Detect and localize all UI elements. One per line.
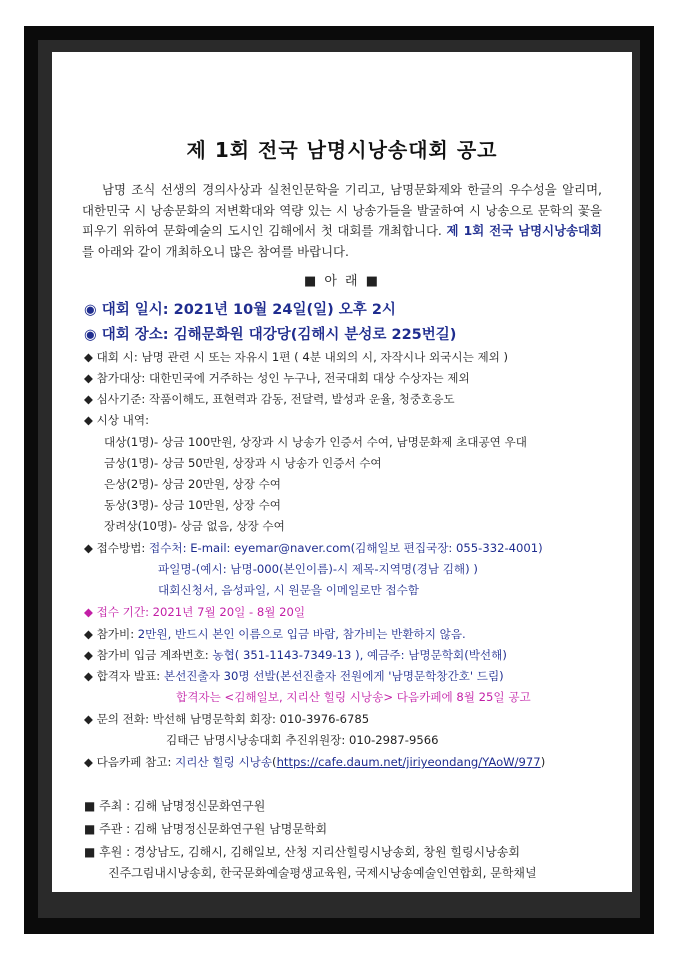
sponsor-line2: 진주그림내시낭송회, 한국문화예술평생교육원, 국제시낭송예술인연합회, 문학채널 [108,866,537,880]
contact-line1: 박선해 남명문학회 회장: 010-3976-6785 [152,712,370,726]
account-label: ◆ 참가비 입금 계좌번호: [84,648,213,662]
submission-note: 대회신청서, 음성파일, 시 원문을 이메일로만 접수함 [158,583,419,597]
submission-email: 접수처: E-mail: eyemar@naver.com(김해일보 편집국장: 055-332-4001) [149,541,543,555]
organizer-org: ■ 주관 : 김해 남명정신문화연구원 남명문학회 [84,822,328,836]
document-title: 제 1회 전국 남명시낭송대회 공고 [186,138,498,162]
contact-phone [84,711,369,727]
eligibility: ◆ 참가대상: 대한민국에 거주하는 성인 누구나, 전국대회 대상 수상자는 제외 [84,371,470,385]
award-grand: 대상(1명)- 상금 100만원, 상장과 시 낭송가 인증서 수여, 남명문화제 초대공연 우대 [104,435,527,449]
submission-filename: 파일명-(예시: 남명-000(본인이름)-시 제목-지역명(경남 김해) ) [158,562,478,576]
results-announcement [84,668,504,684]
document-page [52,52,632,892]
intro-paragraph [82,180,602,262]
account-text: 농협( 351-1143-7349-13 ), 예금주: 남명문학회(박선해) [212,648,507,662]
announce-label: ◆ 합격자 발표: [84,669,164,683]
event-date: ◉ 대회 일시: 2021년 10월 24일(일) 오후 2시 [84,302,396,318]
cafe-reference: ◆ 다음카페 참고: 지리산 힐링 시낭송(https://cafe.daum.net/jiriyeondang/YAoW/977) [84,755,546,769]
contact-label: ◆ 문의 전화: [84,712,153,726]
sponsor-line1: ■ 후원 : 경상남도, 김해시, 김해일보, 산청 지리산힐링시낭송회, 창원 힐링시낭송회 [84,845,520,859]
contact-line2: 김태근 남명시낭송대회 추진위원장: 010-2987-9566 [166,733,439,747]
section-divider-heading: ■ 아 래 ■ [303,274,381,289]
award-encouragement: 장려상(10명)- 상금 없음, 상장 수여 [104,519,285,533]
award-silver: 은상(2명)- 상금 20만원, 상장 수여 [104,477,281,491]
cafe-name: 지리산 힐링 시낭송 [175,755,273,769]
submission-label: ◆ 접수방법: [84,541,149,555]
announce-notice: 합격자는 <김해일보, 지리산 힐링 시낭송> 다음카페에 8월 25일 공고 [176,690,531,704]
fee-label: ◆ 참가비: [84,627,138,641]
announce-text: 본선진출자 30명 선발(본선진출자 전원에게 '남명문학창간호' 드림) [163,669,504,683]
entry-fee [84,626,466,642]
bank-account [84,647,507,663]
event-place: ◉ 대회 장소: 김해문화원 대강당(김해시 분성로 225번길) [84,327,457,343]
intro-text: 남명 조식 선생의 경의사상과 실천인문학을 기리고, 남명문화제와 한글의 우수성을 알리며, 대한민국 시 낭송문화의 저변확대와 역량 있는 시 낭송가들을 발굴하여 시 낭송으로 문학의 꽃을 피우기 위하여 문화예술의 도시인 김해에서 첫 대회를 개최합니다. [82,182,602,238]
intro-text-end: 를 아래와 같이 개최하오니 많은 참여를 바랍니다. [82,243,349,259]
intro-highlight: 제 1회 전국 남명시낭송대회 [446,223,602,238]
submission-period: ◆ 접수 기간: 2021년 7월 20일 - 8월 20일 [84,605,306,619]
cafe-link[interactable]: https://cafe.daum.net/jiriyeondang/YAoW/977 [276,755,541,769]
award-bronze: 동상(3명)- 상금 10만원, 상장 수여 [104,498,281,512]
award-gold: 금상(1명)- 상금 50만원, 상장과 시 낭송가 인증서 수여 [104,456,382,470]
cafe-label: ◆ 다음카페 참고: [84,755,176,769]
host-org: ■ 주최 : 김해 남명정신문화연구원 [84,799,266,813]
fee-text: 2만원, 반드시 본인 이름으로 입금 바람, 참가비는 반환하지 않음. [137,627,466,641]
awards-title: ◆ 시상 내역: [84,413,149,427]
submission-method [84,540,543,556]
poem-rule: ◆ 대회 시: 남명 관련 시 또는 자유시 1편 ( 4분 내외의 시, 자작시나 외국시는 제외 ) [84,350,509,364]
judging-criteria: ◆ 심사기준: 작품이해도, 표현력과 감동, 전달력, 발성과 운율, 청중호응도 [84,392,455,406]
